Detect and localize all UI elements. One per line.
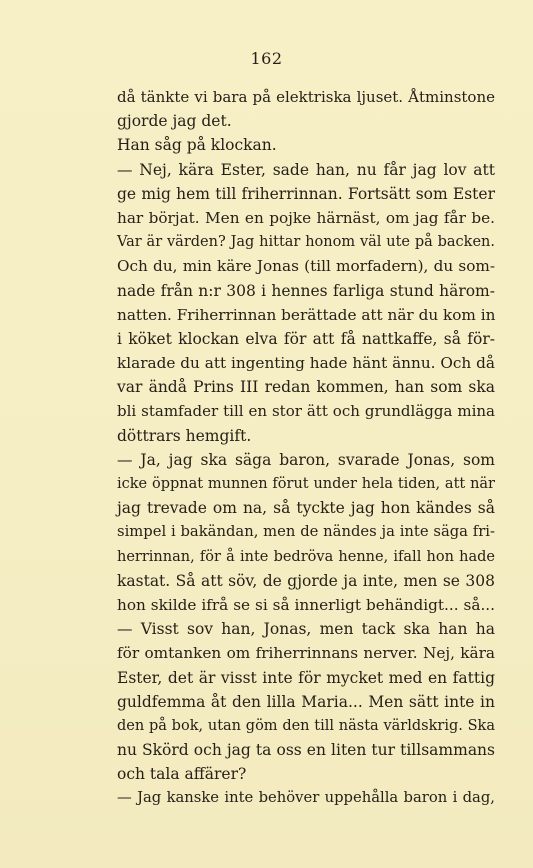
text-line: och tala affärer? — [117, 765, 247, 784]
text-line: guldfemma åt den lilla Maria... Men sätt inte in — [117, 692, 495, 711]
page-number: 162 — [250, 49, 283, 68]
text-line: herrinnan, för å inte bedröva henne, ifall hon hade — [117, 548, 495, 565]
text-line: döttrars hemgift. — [117, 426, 252, 445]
text-line: klarade du att ingenting hade hänt ännu. Och då — [117, 354, 495, 373]
text-line: nade från n:r 308 i hennes farliga stund härom- — [117, 281, 495, 300]
text-line: jag trevade om na, så tyckte jag hon kändes så — [117, 499, 495, 518]
text-line: — Visst sov han, Jonas, men tack ska han ha — [117, 620, 495, 639]
text-line: ge mig hem till friherrinnan. Fortsätt som Ester — [117, 184, 495, 203]
text-line: var ändå Prins III redan kommen, han som ska — [117, 378, 495, 397]
text-line: har börjat. Men en pojke härnäst, om jag får be. — [117, 208, 495, 227]
text-line: simpel i bakändan, men de nändes ja inte säga fri- — [117, 523, 495, 541]
body-text — [117, 85, 495, 811]
text-line: Och du, min käre Jonas (till morfadern), du som- — [117, 257, 495, 276]
text-line: i köket klockan elva för att få nattkaffe, så för- — [117, 329, 495, 348]
text-line: icke öppnat munnen förut under hela tiden, att när — [117, 476, 495, 492]
text-line: nu Skörd och jag ta oss en liten tur tillsammans — [117, 741, 495, 760]
text-line: bli stamfader till en stor ätt och grundlägga mina — [117, 402, 495, 421]
text-line: Var är värden? Jag hittar honom väl ute på backen. — [117, 234, 495, 251]
text-line: den på bok, utan göm den till nästa världskrig. Ska — [117, 717, 495, 734]
text-line: gjorde jag det. — [117, 112, 232, 131]
text-line: Ester, det är visst inte för mycket med en fattig — [117, 668, 495, 687]
text-line: hon skilde ifrå se si så innerligt behändigt... så... — [117, 595, 495, 614]
text-line: — Ja, jag ska säga baron, svarade Jonas, som — [117, 450, 495, 469]
text-line: Han såg på klockan. — [117, 136, 277, 155]
text-line: natten. Friherrinnan berättade att när du kom in — [117, 305, 496, 324]
text-line: för omtanken om friherrinnans nerver. Nej, kära — [117, 644, 495, 663]
text-line: — Jag kanske inte behöver uppehålla baron i dag, — [117, 789, 495, 807]
text-line: då tänkte vi bara på elektriska ljuset. Åtminstone — [117, 88, 495, 106]
text-line: kastat. Så att söv, de gjorde ja inte, men se 308 — [117, 571, 495, 590]
text-line: — Nej, kära Ester, sade han, nu får jag lov att — [117, 160, 495, 179]
